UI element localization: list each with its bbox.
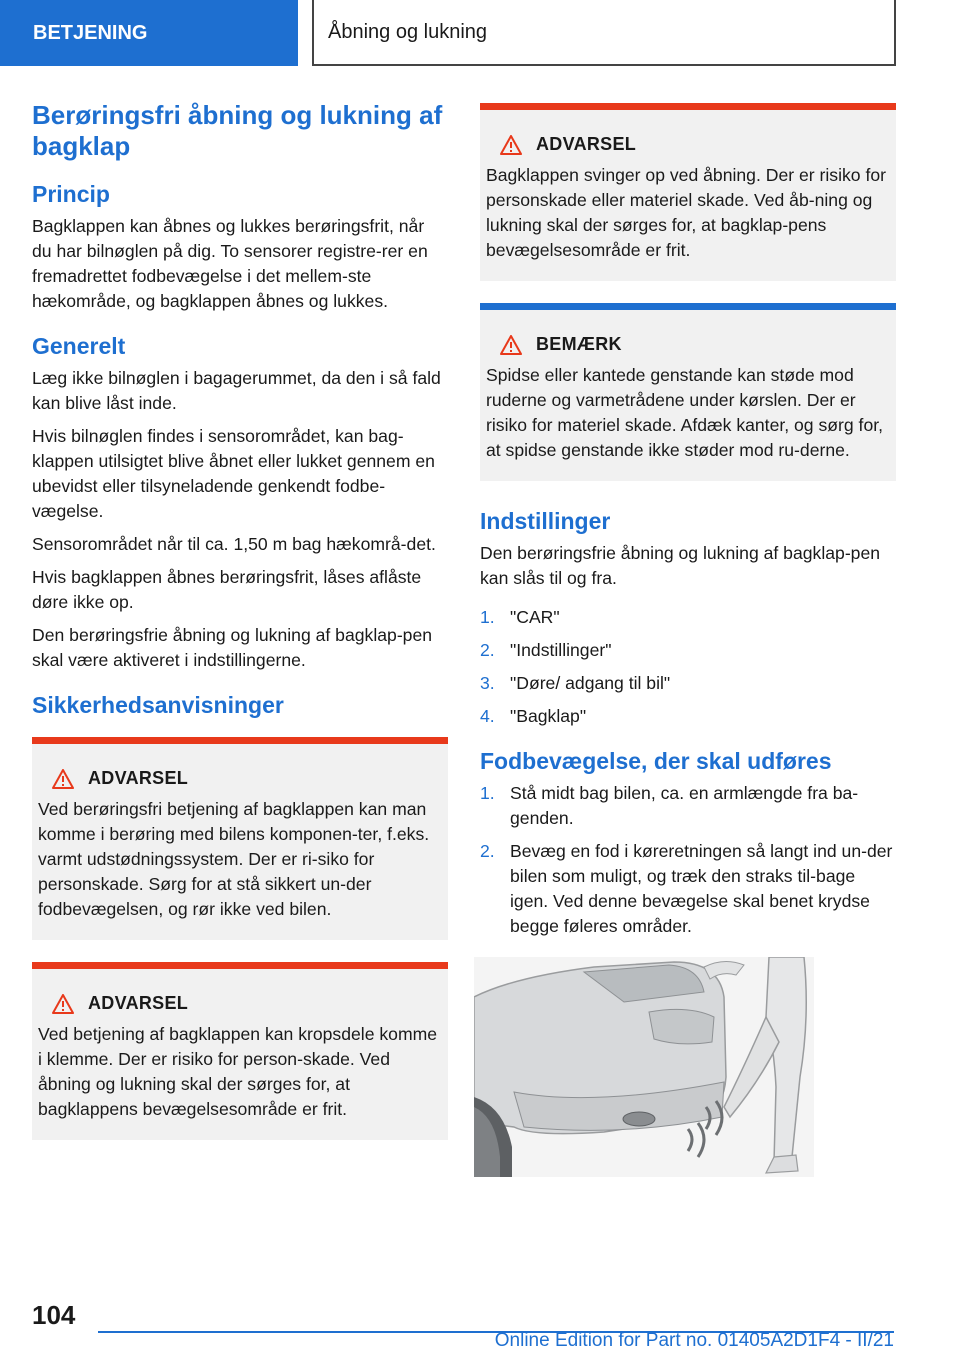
safety-heading: Sikkerhedsanvisninger: [32, 692, 284, 718]
note-header: [500, 334, 890, 355]
settings-intro: Den berøringsfrie åbning og lukning af bagklap-pen kan slås til og fra.: [480, 543, 881, 588]
warning-label-3: ADVARSEL: [536, 134, 637, 154]
list-item: [480, 704, 896, 729]
step-number: 2.: [480, 640, 495, 660]
note-text: Spidse eller kantede genstande kan støde mod ruderne og varmetrådene under kørslen. Der er risiko for materiel skade. Afdæk kanter, og sørg for, at spidse genstande ikke støder mod ru-derne.: [486, 365, 884, 460]
step-text: "Døre/ adgang til bil": [510, 673, 671, 693]
warning-box-2: [32, 962, 448, 1140]
general-section: [32, 332, 448, 673]
warning-text-3: Bagklappen svinger op ved åbning. Der er risiko for personskade eller materiel skade. Ved åb-ning og lukning skal der sørges for, at bagklap-pens bevægelsesområde er frit.: [486, 165, 886, 260]
warning-header-1: [52, 768, 442, 789]
chapter-title: Åbning og lukning: [312, 0, 896, 66]
warning-triangle-icon: [52, 994, 74, 1014]
car-rear-with-leg-image: [474, 957, 814, 1177]
settings-section: [480, 507, 896, 729]
settings-heading: Indstillinger: [480, 508, 611, 534]
general-p3: Sensorområdet når til ca. 1,50 m bag hækområ-det.: [32, 534, 436, 554]
step-number: 4.: [480, 706, 495, 726]
step-number: 1.: [480, 783, 495, 803]
right-column: [480, 103, 896, 1177]
kick-sensor-illustration: [474, 957, 814, 1177]
warning-header-3: [500, 134, 890, 155]
step-text: "Bagklap": [510, 706, 587, 726]
warning-box-1: [32, 737, 448, 940]
note-box: [480, 303, 896, 481]
step-text: "CAR": [510, 607, 560, 627]
settings-steps: [480, 605, 896, 729]
list-item: [480, 671, 896, 696]
page-title: Berøringsfri åbning og lukning af bagklap: [32, 100, 443, 161]
movement-section: [480, 747, 896, 939]
step-text: Bevæg en fod i køreretningen så langt ind un-der bilen som muligt, og træk den straks til-bage igen. Ved denne bevægelse skal benet krydse begge føleres områder.: [510, 841, 893, 936]
list-item: [480, 839, 896, 939]
note-label: BEMÆRK: [536, 334, 622, 354]
general-p1: Læg ikke bilnøglen i bagagerummet, da den i så fald kan blive låst inde.: [32, 368, 441, 413]
general-p2: Hvis bilnøglen findes i sensorområdet, kan bag-klappen utilsigtet blive åbnet eller lukket gennem en ubevidst eller tilsyneladende genkendt fodbe-vægelse.: [32, 426, 435, 521]
warning-triangle-icon: [52, 769, 74, 789]
principle-heading: Princip: [32, 181, 110, 207]
warning-label-2: ADVARSEL: [88, 993, 189, 1013]
list-item: [480, 638, 896, 663]
list-item: [480, 781, 896, 831]
warning-label-1: ADVARSEL: [88, 768, 189, 788]
caution-triangle-icon: [500, 335, 522, 355]
warning-header-2: [52, 993, 442, 1014]
section-tab: BETJENING: [0, 0, 298, 66]
warning-text-2: Ved betjening af bagklappen kan kropsdele komme i klemme. Der er risiko for person-skade. Ved åbning og lukning skal der sørges for, at bagklappens bevægelsesområde er frit.: [38, 1024, 438, 1119]
general-heading: Generelt: [32, 333, 126, 359]
principle-section: [32, 180, 448, 314]
movement-heading: Fodbevægelse, der skal udføres: [480, 748, 832, 774]
step-text: Stå midt bag bilen, ca. en armlængde fra ba-genden.: [510, 783, 859, 828]
warning-text-1: Ved berøringsfri betjening af bagklappen kan man komme i berøring med bilens komponen-ter, f.eks. varmt udstødningssystem. Der er ri-siko for personskade. Sørg for at stå sikkert un-der fodbevægelsen, og rør ikke ved bilen.: [38, 799, 430, 919]
step-text: "Indstillinger": [510, 640, 612, 660]
warning-triangle-icon: [500, 135, 522, 155]
left-column: [32, 100, 448, 1158]
principle-text: Bagklappen kan åbnes og lukkes berøringsfrit, når du har bilnøglen på dig. To sensorer registre-rer en fremadrettet fodbevægelse i det mellem-ste hækområde, og bagklappen åbnes og lukkes.: [32, 216, 428, 311]
step-number: 2.: [480, 841, 495, 861]
step-number: 3.: [480, 673, 495, 693]
edition-text: Online Edition for Part no. 01405A2D1F4 - II/21: [494, 1330, 894, 1351]
general-p5: Den berøringsfrie åbning og lukning af bagklap-pen skal være aktiveret i indstillingerne.: [32, 625, 433, 670]
warning-box-3: [480, 103, 896, 281]
movement-steps: [480, 781, 896, 939]
step-number: 1.: [480, 607, 495, 627]
page-number: 104: [32, 1300, 76, 1330]
general-p4: Hvis bagklappen åbnes berøringsfrit, låses aflåste døre ikke op.: [32, 567, 422, 612]
list-item: [480, 605, 896, 630]
